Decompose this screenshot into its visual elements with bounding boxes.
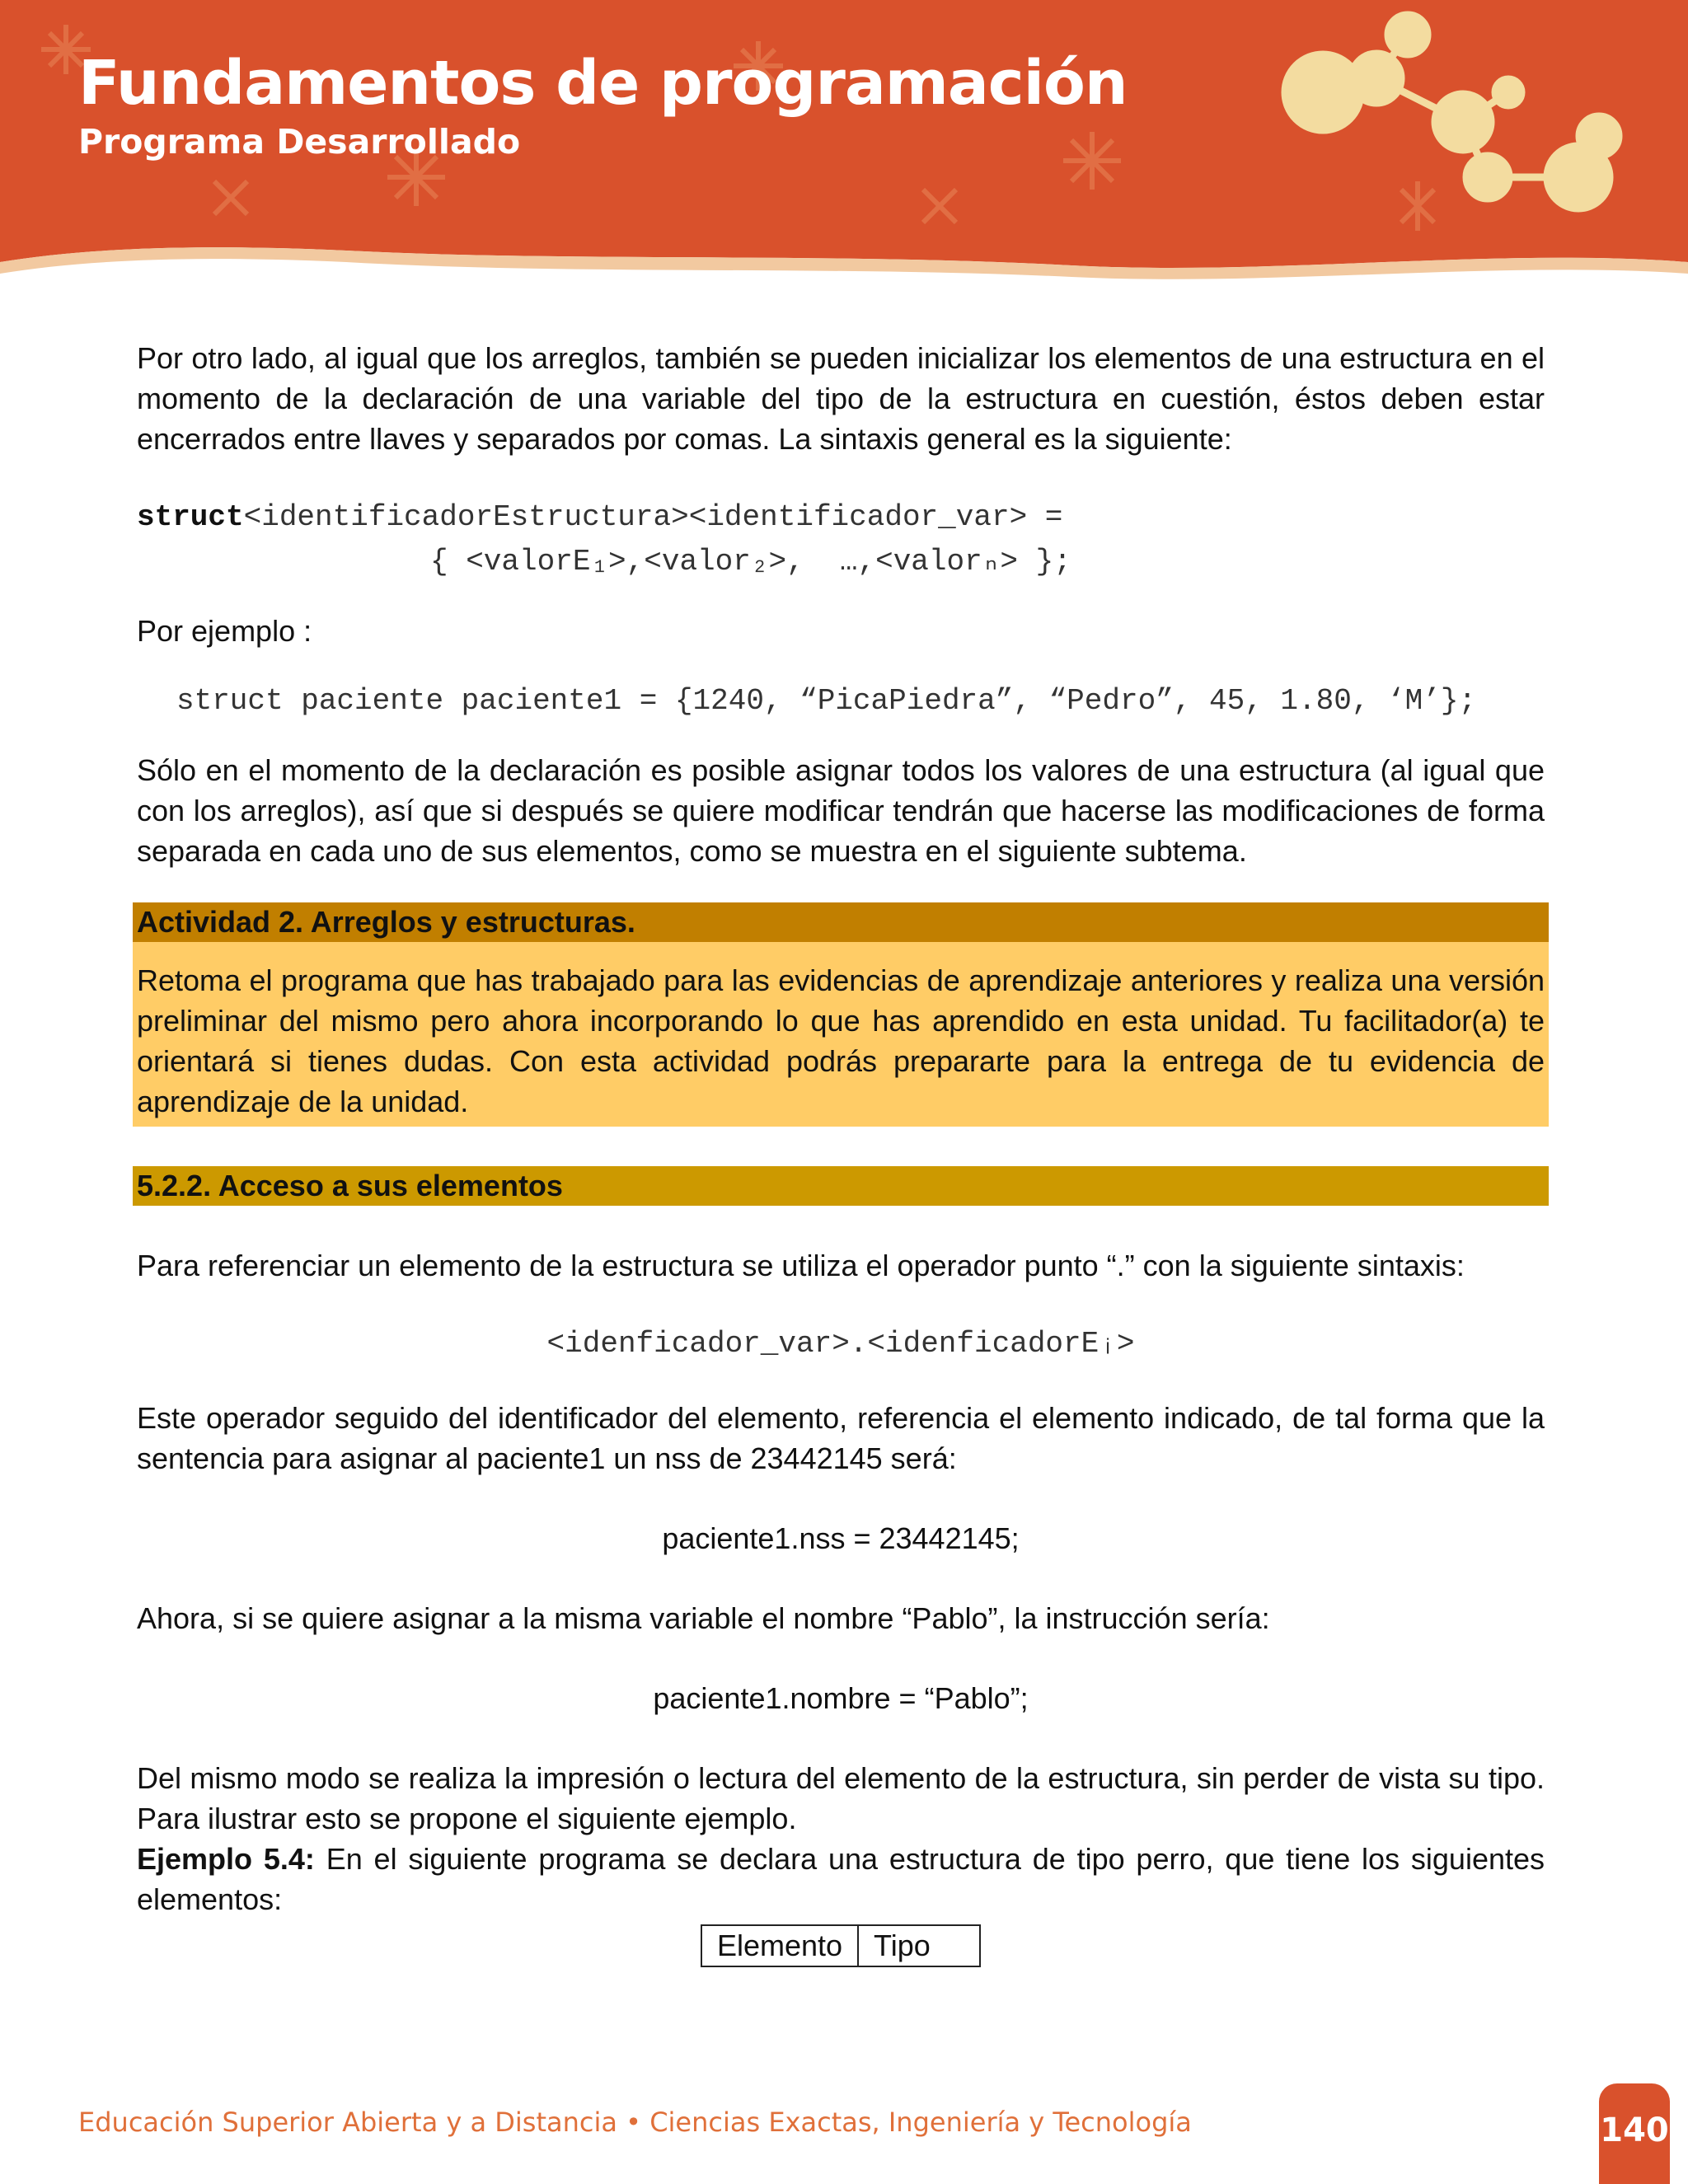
activity-text: Retoma el programa que has trabajado para las evidencias de aprendizaje anteriores y realiza una versión preliminar del mismo pero ahora incorporando lo que has aprendido en esta unidad. Tu facilitador(a) te orientará si tienes dudas. Con esta actividad podrás prepararte para la entrega de tu evidencia de aprendizaje de la unidad. xyxy=(137,963,1545,1118)
table-header-elemento: Elemento xyxy=(701,1925,858,1966)
table-header-tipo: Tipo xyxy=(858,1925,980,1966)
syntax-keyword: struct xyxy=(137,500,244,534)
activity-header: Actividad 2. Arreglos y estructuras. xyxy=(133,902,1549,942)
table-header-row xyxy=(701,1925,980,1966)
paragraph-nombre: Ahora, si se quiere asignar a la misma variable el nombre “Pablo”, la instrucción sería: xyxy=(137,1601,1270,1635)
page-title: Fundamentos de programación xyxy=(78,48,1128,119)
paragraph-example xyxy=(137,1839,1545,1919)
paragraph-access: Para referenciar un elemento de la estructura se utiliza el operador punto “.” con la siguiente sintaxis: xyxy=(137,1249,1465,1282)
syntax-block xyxy=(137,495,1545,540)
example-label: Ejemplo 5.4: xyxy=(137,1842,315,1876)
paragraph-intro: Por otro lado, al igual que los arreglos, también se pueden inicializar los elementos de una estructura en el momento de la declaración de una variable del tipo de la estructura en cuestión, éstos deben estar encerrados entre llaves y separados por comas. La sintaxis general es la siguiente: xyxy=(137,341,1545,456)
example-text: En el siguiente programa se declara una estructura de tipo perro, que tiene los siguientes elementos: xyxy=(137,1842,1545,1916)
code-nss: paciente1.nss = 23442145; xyxy=(662,1521,1020,1555)
paragraph-print: Del mismo modo se realiza la impresión o lectura del elemento de la estructura, sin perder de vista su tipo. Para ilustrar esto se propone el siguiente ejemplo. xyxy=(137,1761,1545,1835)
syntax-line-2: { <valorE₁>,<valor₂>, …,<valorₙ> }; xyxy=(430,545,1071,579)
header-banner xyxy=(0,0,1688,297)
page-subtitle: Programa Desarrollado xyxy=(78,122,521,162)
paragraph-declaration: Sólo en el momento de la declaración es posible asignar todos los valores de una estructura (al igual que con los arreglos), así que si después se quiere modificar tendrán que hacerse las modificaciones de forma separada en cada uno de sus elementos, como se muestra en el siguiente subtema. xyxy=(137,753,1545,868)
code-nombre: paciente1.nombre = “Pablo”; xyxy=(653,1681,1029,1715)
page-number: 140 xyxy=(1600,2111,1669,2149)
example-code: struct paciente paciente1 = {1240, “PicaPiedra”, “Pedro”, 45, 1.80, ‘M’}; xyxy=(176,684,1477,718)
section-heading: 5.2.2. Acceso a sus elementos xyxy=(133,1166,1549,1206)
access-syntax: <idenficador_var>.<idenficadorEᵢ> xyxy=(546,1327,1135,1361)
por-ejemplo: Por ejemplo : xyxy=(137,614,312,648)
activity-box xyxy=(133,942,1549,1127)
syntax-line-1: <identificadorEstructura><identificador_var> = xyxy=(243,500,1063,534)
paragraph-operator: Este operador seguido del identificador del elemento, referencia el elemento indicado, de tal forma que la sentencia para asignar al paciente1 un nss de 23442145 será: xyxy=(137,1401,1545,1475)
footer-text: Educación Superior Abierta y a Distancia • Ciencias Exactas, Ingeniería y Tecnología xyxy=(78,2107,1192,2138)
main-content xyxy=(137,338,1545,1967)
elements-table xyxy=(701,1924,981,1967)
